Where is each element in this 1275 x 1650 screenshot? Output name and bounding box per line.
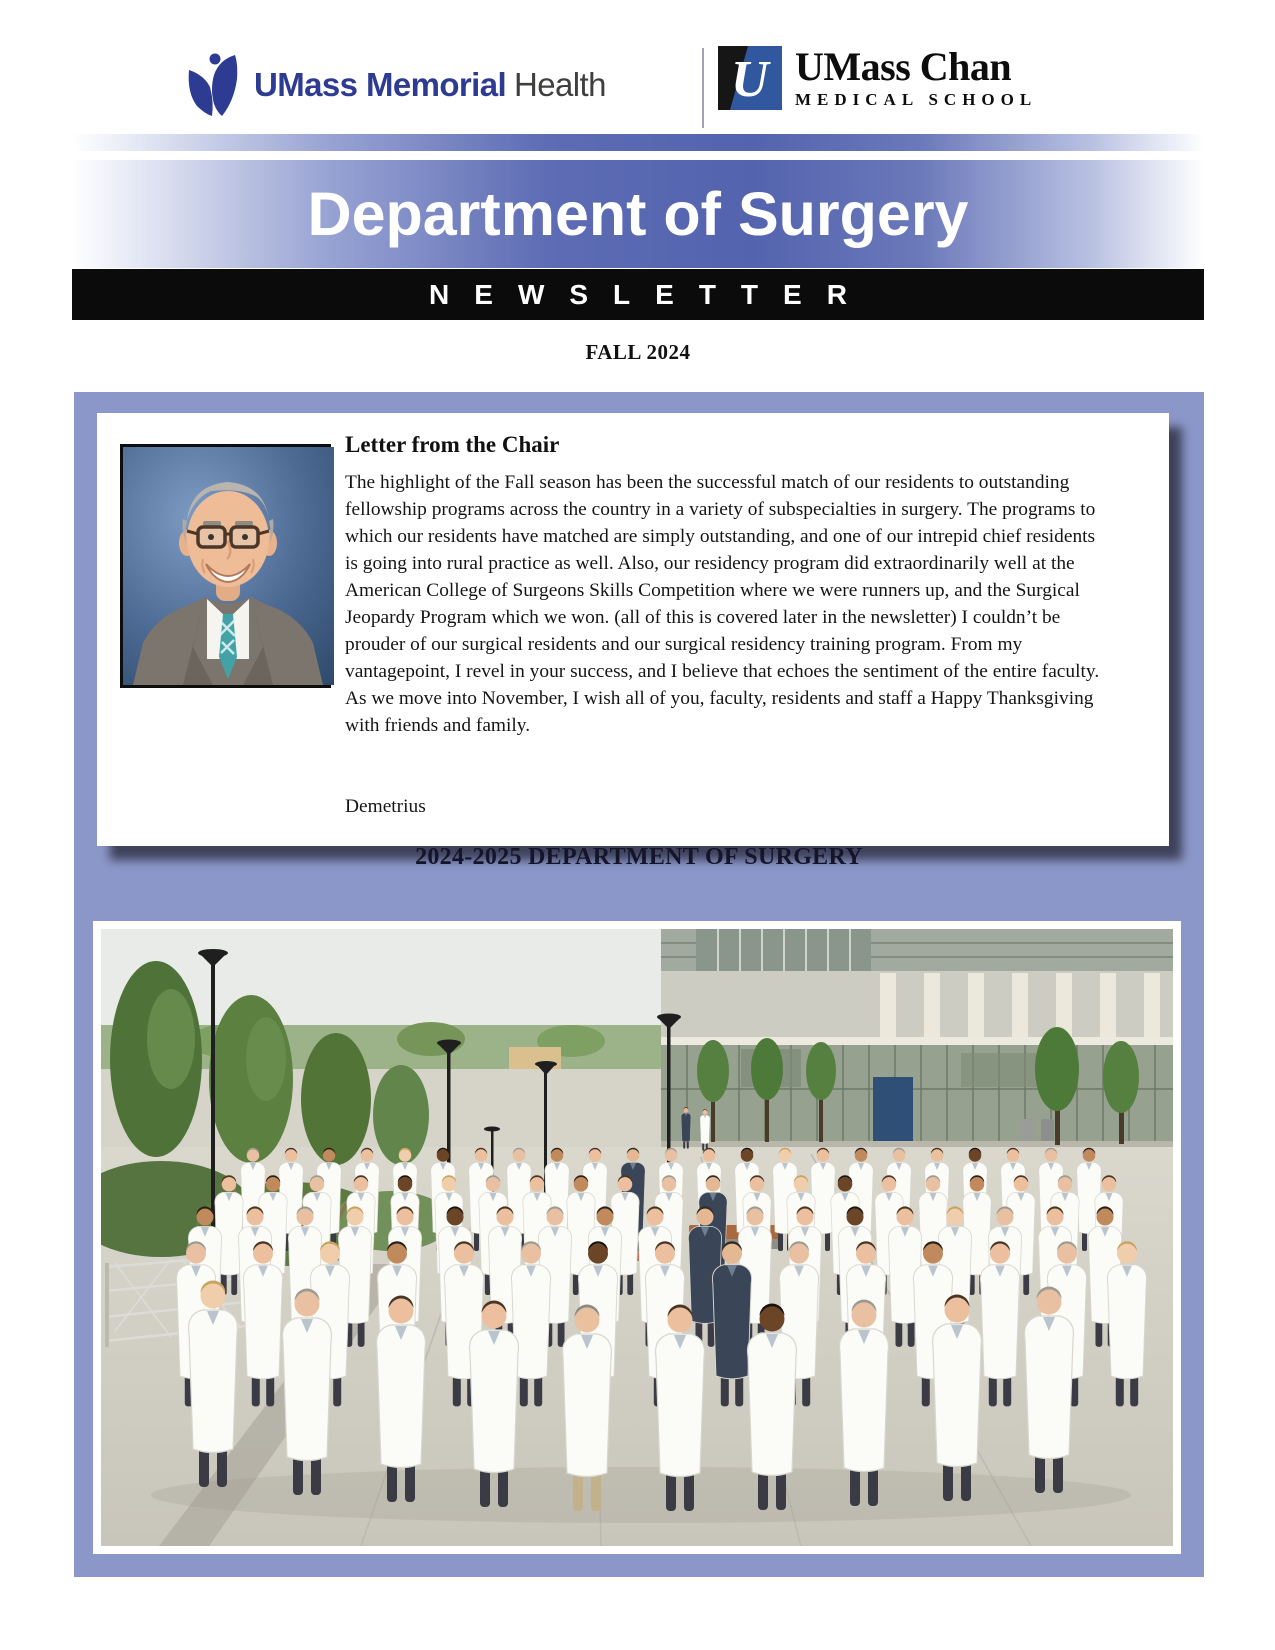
content-panel <box>74 392 1204 1577</box>
group-photo-illustration <box>101 929 1173 1546</box>
page-title: Department of Surgery <box>307 180 969 248</box>
umass-chan-medical-school-logo <box>718 43 1038 110</box>
canopy <box>661 1037 1173 1045</box>
column-band <box>661 971 1173 1037</box>
umass-chan-name-text: UMass Chan <box>795 43 1012 89</box>
building <box>661 929 1173 1148</box>
newsletter-label: NEWSLETTER <box>429 278 872 310</box>
issue-date: FALL 2024 <box>585 340 691 364</box>
svg-text:U: U <box>731 51 769 108</box>
chair-portrait-photo <box>120 444 331 688</box>
umass-memorial-health-text: Health <box>514 66 606 103</box>
umass-chan-wordmark <box>795 43 1038 110</box>
umass-memorial-wordmark <box>254 66 606 104</box>
group-photo-heading: 2024-2025 DEPARTMENT OF SURGERY <box>415 844 863 870</box>
letter-from-chair-card <box>97 413 1169 846</box>
umass-memorial-brand-text: UMass Memorial <box>254 66 507 103</box>
logo-divider <box>702 48 704 128</box>
letter-signature: Demetrius <box>345 796 426 817</box>
glass-wall <box>661 1045 1173 1144</box>
umass-chan-u-icon <box>718 46 782 110</box>
umass-memorial-tulip-icon <box>183 52 239 118</box>
trash-bin <box>1021 1119 1034 1144</box>
umass-chan-subname-text: MEDICAL SCHOOL <box>795 89 1038 109</box>
building-door <box>873 1077 913 1141</box>
department-group-photo <box>93 921 1181 1554</box>
distant-building <box>509 1047 561 1071</box>
letter-body-text: The highlight of the Fall season has been the successful match of our residents to outstanding fellowship programs across the country in a variety of subspecialties in surgery. The programs to which our residents have matched are simply outstanding, and one of our intrepid chief residents is going into rural practice as well. Also, our residency program did extraordinarily well at the American College of Surgeons Skills Competition where we were runners up, and the Surgical Jeopardy Program which we won. (all of this is covered later in the newsletter) I couldn’t be prouder of our surgical residents and our surgical residency training program. From my vantagepoint, I revel in your success, and I believe that echoes the sentiment of the entire faculty. As we move into November, I wish all of you, faculty, residents and staff a Happy Thanksgiving with friends and family. <box>345 472 1100 736</box>
chair-portrait-illustration <box>123 447 334 685</box>
trash-bin <box>1041 1119 1054 1144</box>
letter-heading: Letter from the Chair <box>345 432 560 457</box>
gradient-strip <box>72 134 1204 151</box>
title-banner <box>72 160 1204 268</box>
newsletter-bar <box>72 269 1204 320</box>
umass-memorial-health-logo <box>183 52 606 118</box>
